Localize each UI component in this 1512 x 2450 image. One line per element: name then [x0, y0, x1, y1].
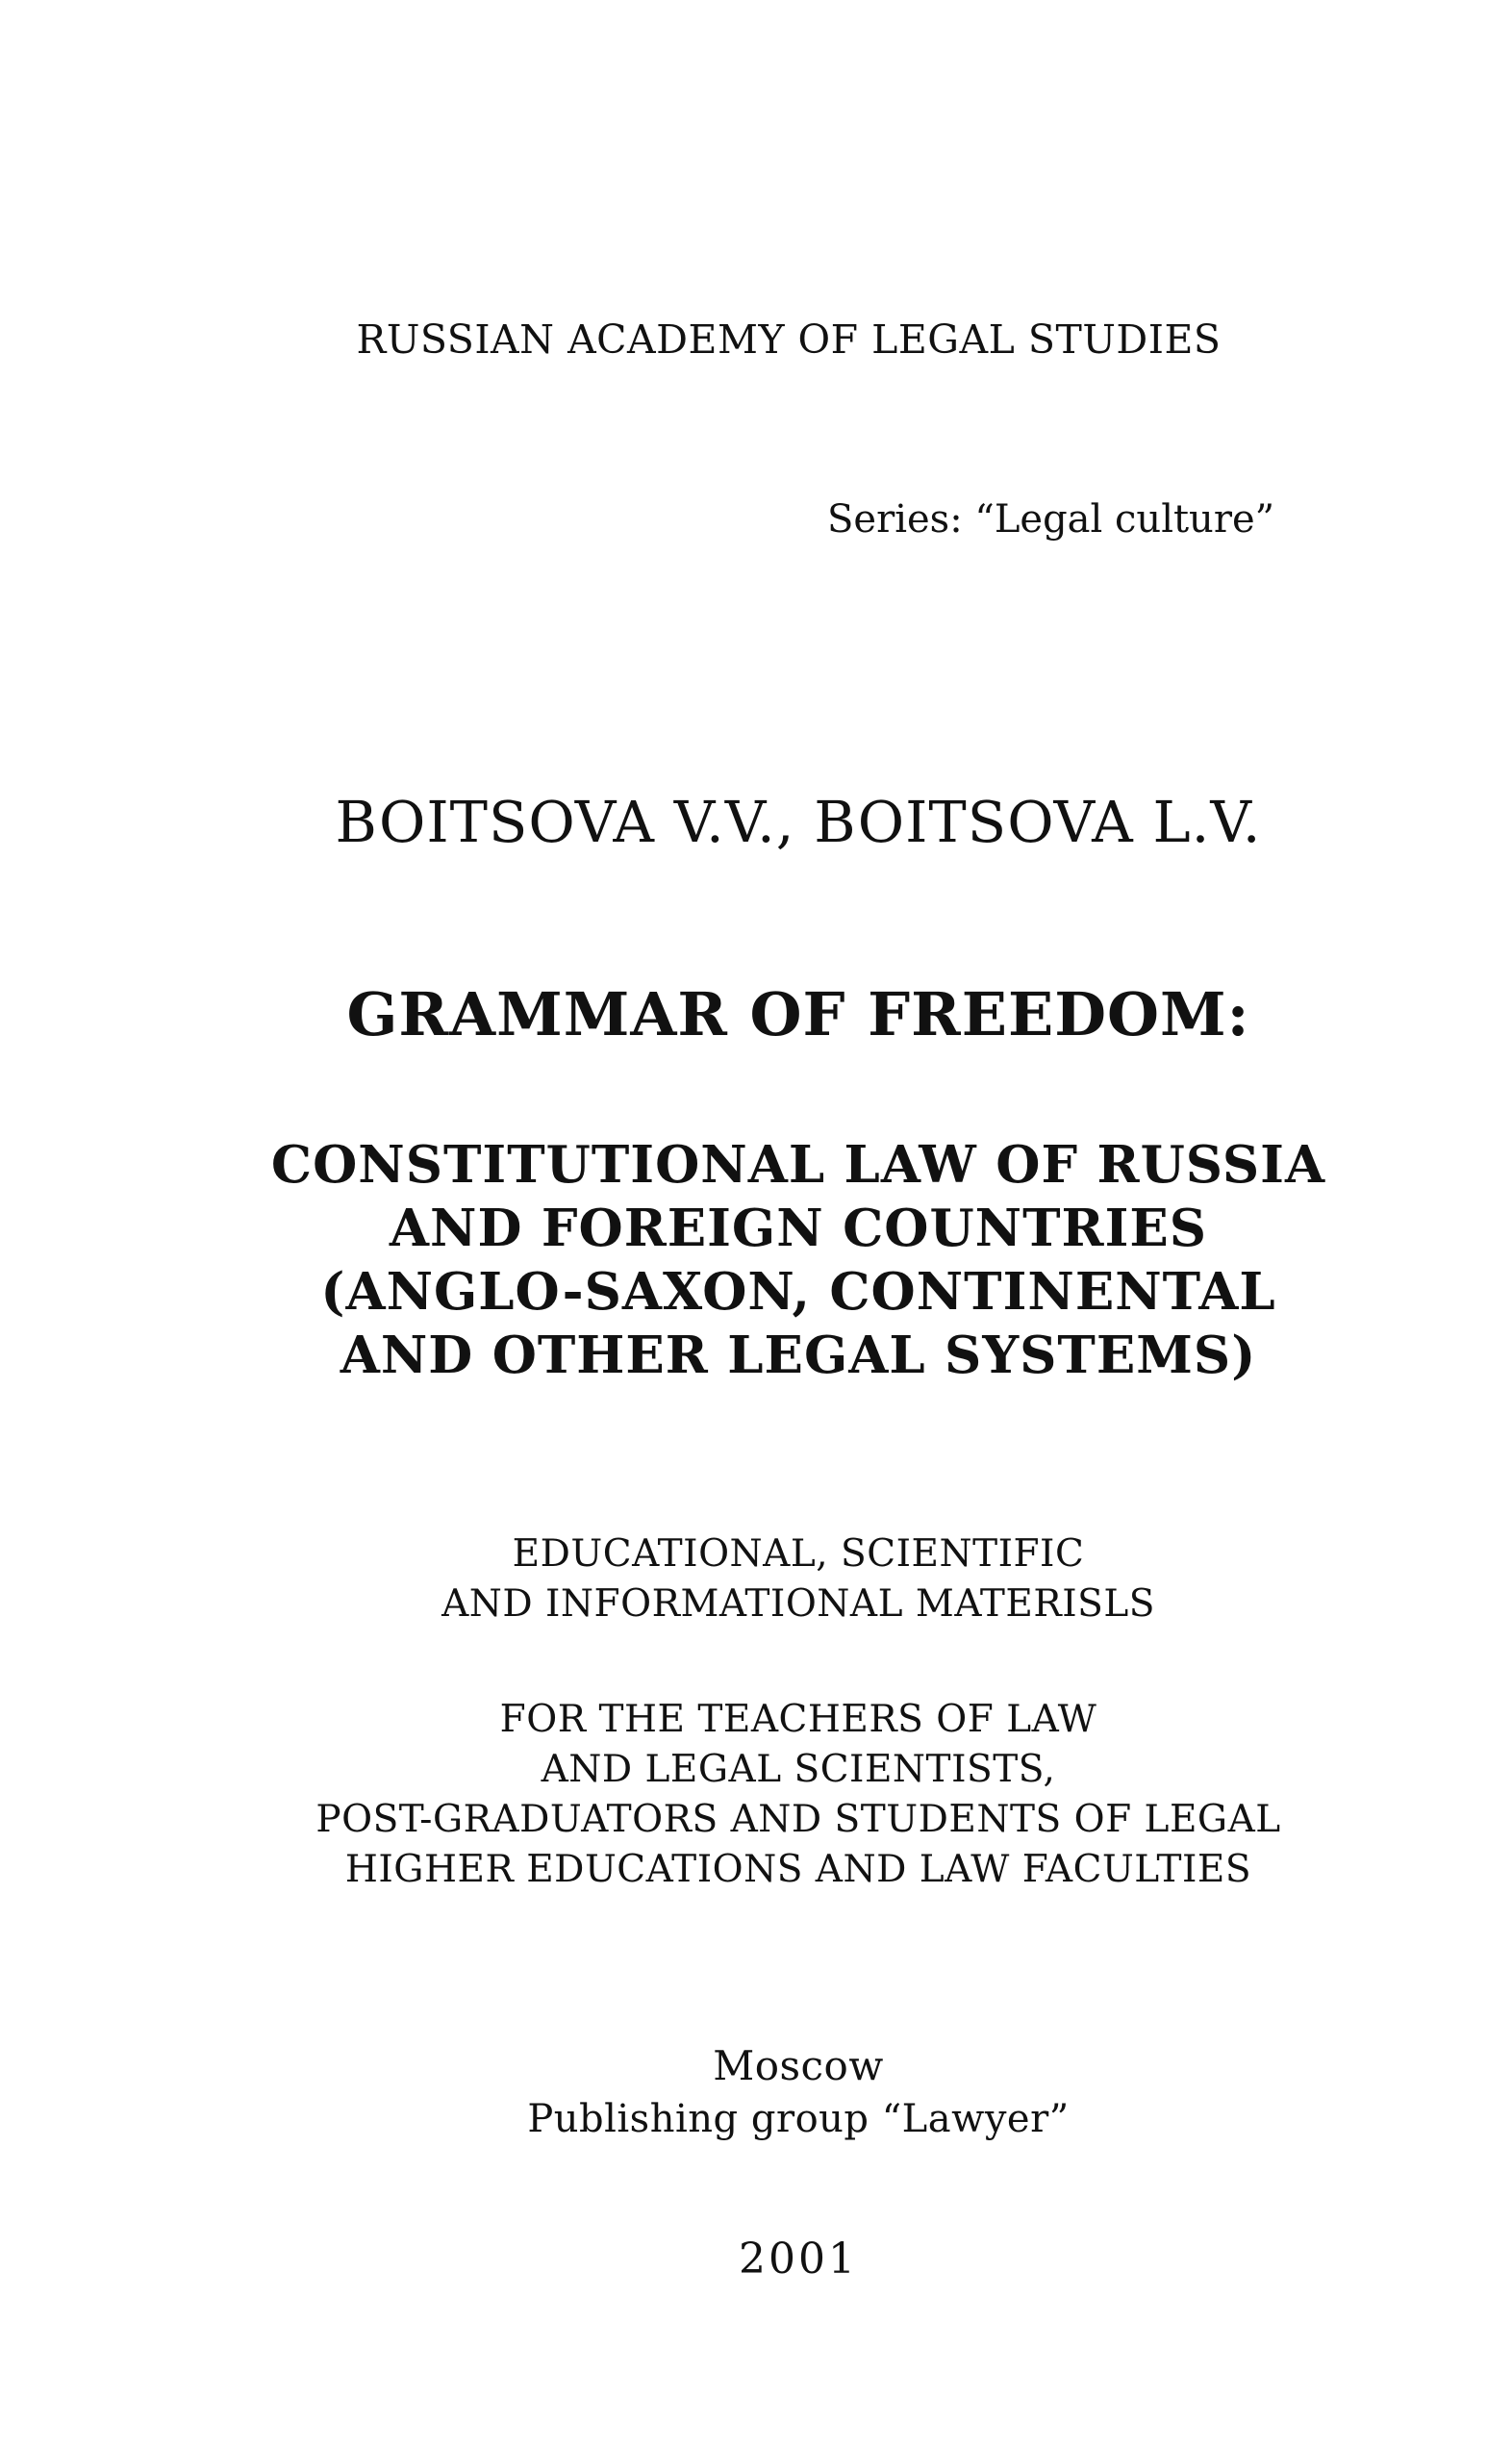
subtitle-line: (ANGLO-SAXON, CONTINENTAL [320, 1262, 1276, 1322]
book-subtitle [154, 1133, 1443, 1387]
audience-line: AND LEGAL SCIENTISTS, [541, 1748, 1056, 1791]
materials-line: EDUCATIONAL, SCIENTIFIC [512, 1532, 1085, 1576]
materials-line: AND INFORMATIONAL MATERISLS [441, 1582, 1155, 1626]
materials-description [250, 1529, 1347, 1629]
audience-line: FOR THE TEACHERS OF LAW [499, 1698, 1097, 1741]
publisher-name: Publishing group “Lawyer” [527, 2097, 1070, 2141]
audience-description [212, 1695, 1385, 1895]
subtitle-line: AND OTHER LEGAL SYSTEMS) [340, 1326, 1257, 1385]
audience-line: POST-GRADUATORS AND STUDENTS OF LEGAL [315, 1798, 1281, 1841]
publication-city: Moscow [713, 2042, 884, 2089]
publication-year: 2001 [739, 2235, 858, 2284]
book-title: GRAMMAR OF FREEDOM: [346, 979, 1250, 1049]
institution-name: RUSSIAN ACADEMY OF LEGAL STUDIES [356, 316, 1222, 363]
audience-line: HIGHER EDUCATIONS AND LAW FACULTIES [344, 1848, 1252, 1891]
subtitle-line: AND FOREIGN COUNTRIES [389, 1199, 1208, 1258]
series-label: Series: “Legal culture” [827, 497, 1275, 542]
subtitle-line: CONSTITUTIONAL LAW OF RUSSIA [270, 1135, 1326, 1195]
authors: BOITSOVA V.V., BOITSOVA L.V. [335, 789, 1262, 855]
